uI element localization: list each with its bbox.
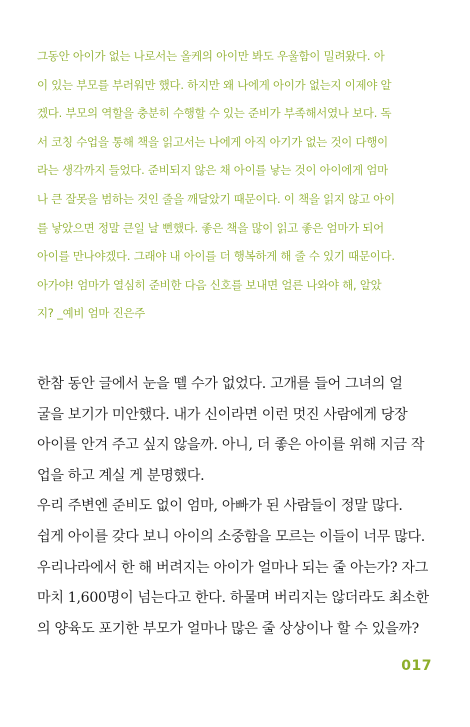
body-text <box>37 369 447 644</box>
paragraph-1 <box>37 369 447 491</box>
body-line: 한참 동안 글에서 눈을 뗄 수가 없었다. 고개를 들어 그녀의 얼 <box>37 376 403 392</box>
page-number: 017 <box>401 658 432 674</box>
body-line: 굴을 보기가 미안했다. 내가 신이라면 이런 멋진 사람에게 당장 <box>37 406 408 423</box>
quote-line: 라는 생각까지 들었다. 준비되지 않은 채 아이를 낳는 것이 아이에게 엄마 <box>37 163 388 178</box>
quote-line: 아이를 만나야겠다. 그래야 내 아이를 더 행복하게 해 줄 수 있기 때문이다. <box>37 249 395 264</box>
quote-line: 를 낳았으면 정말 큰일 날 뻔했다. 좋은 책을 많이 읽고 좋은 엄마가 되어 <box>37 220 384 235</box>
body-line: 마치 1,600명이 넘는다고 한다. 하물며 버리지는 않더라도 최소한 <box>37 590 429 607</box>
quote-line: 나 큰 잘못을 범하는 것인 줄을 깨달았기 때문이다. 이 책을 읽지 않고 아이 <box>37 191 395 206</box>
body-line: 아이를 안겨 주고 싶지 않을까. 아니, 더 좋은 아이를 위해 지금 작 <box>37 437 425 454</box>
body-line: 업을 하고 계실 게 분명했다. <box>37 467 205 484</box>
quote-line: 지? _예비 엄마 진은주 <box>37 306 146 321</box>
body-line: 우리나라에서 한 해 버려지는 아이가 얼마나 되는 줄 아는가? 자그 <box>37 559 429 576</box>
quote-line: 서 코칭 수업을 통해 책을 읽고서는 나에게 아직 아기가 없는 것이 다행이 <box>37 134 388 149</box>
quote-line: 그동안 아이가 없는 나로서는 올케의 아이만 봐도 우울함이 밀려왔다. 아 <box>37 49 385 63</box>
quote-line: 아가야! 엄마가 열심히 준비한 다음 신호를 보내면 얼른 나와야 해, 알았 <box>37 277 382 292</box>
testimonial-quote <box>37 42 437 328</box>
body-line: 우리 주변엔 준비도 없이 엄마, 아빠가 된 사람들이 정말 많다. <box>37 498 403 515</box>
body-line: 쉽게 아이를 갖다 보니 아이의 소중함을 모르는 이들이 너무 많다. <box>37 528 425 545</box>
quote-line: 겠다. 부모의 역할을 충분히 수행할 수 있는 준비가 부족해서였나 보다. 독 <box>37 106 392 121</box>
body-line: 의 양육도 포기한 부모가 얼마나 많은 줄 상상이나 할 수 있을까? <box>37 620 419 637</box>
paragraph-2 <box>37 491 447 644</box>
quote-line: 이 있는 부모를 부러워만 했다. 하지만 왜 나에게 아이가 없는지 이제야 알 <box>37 77 392 92</box>
